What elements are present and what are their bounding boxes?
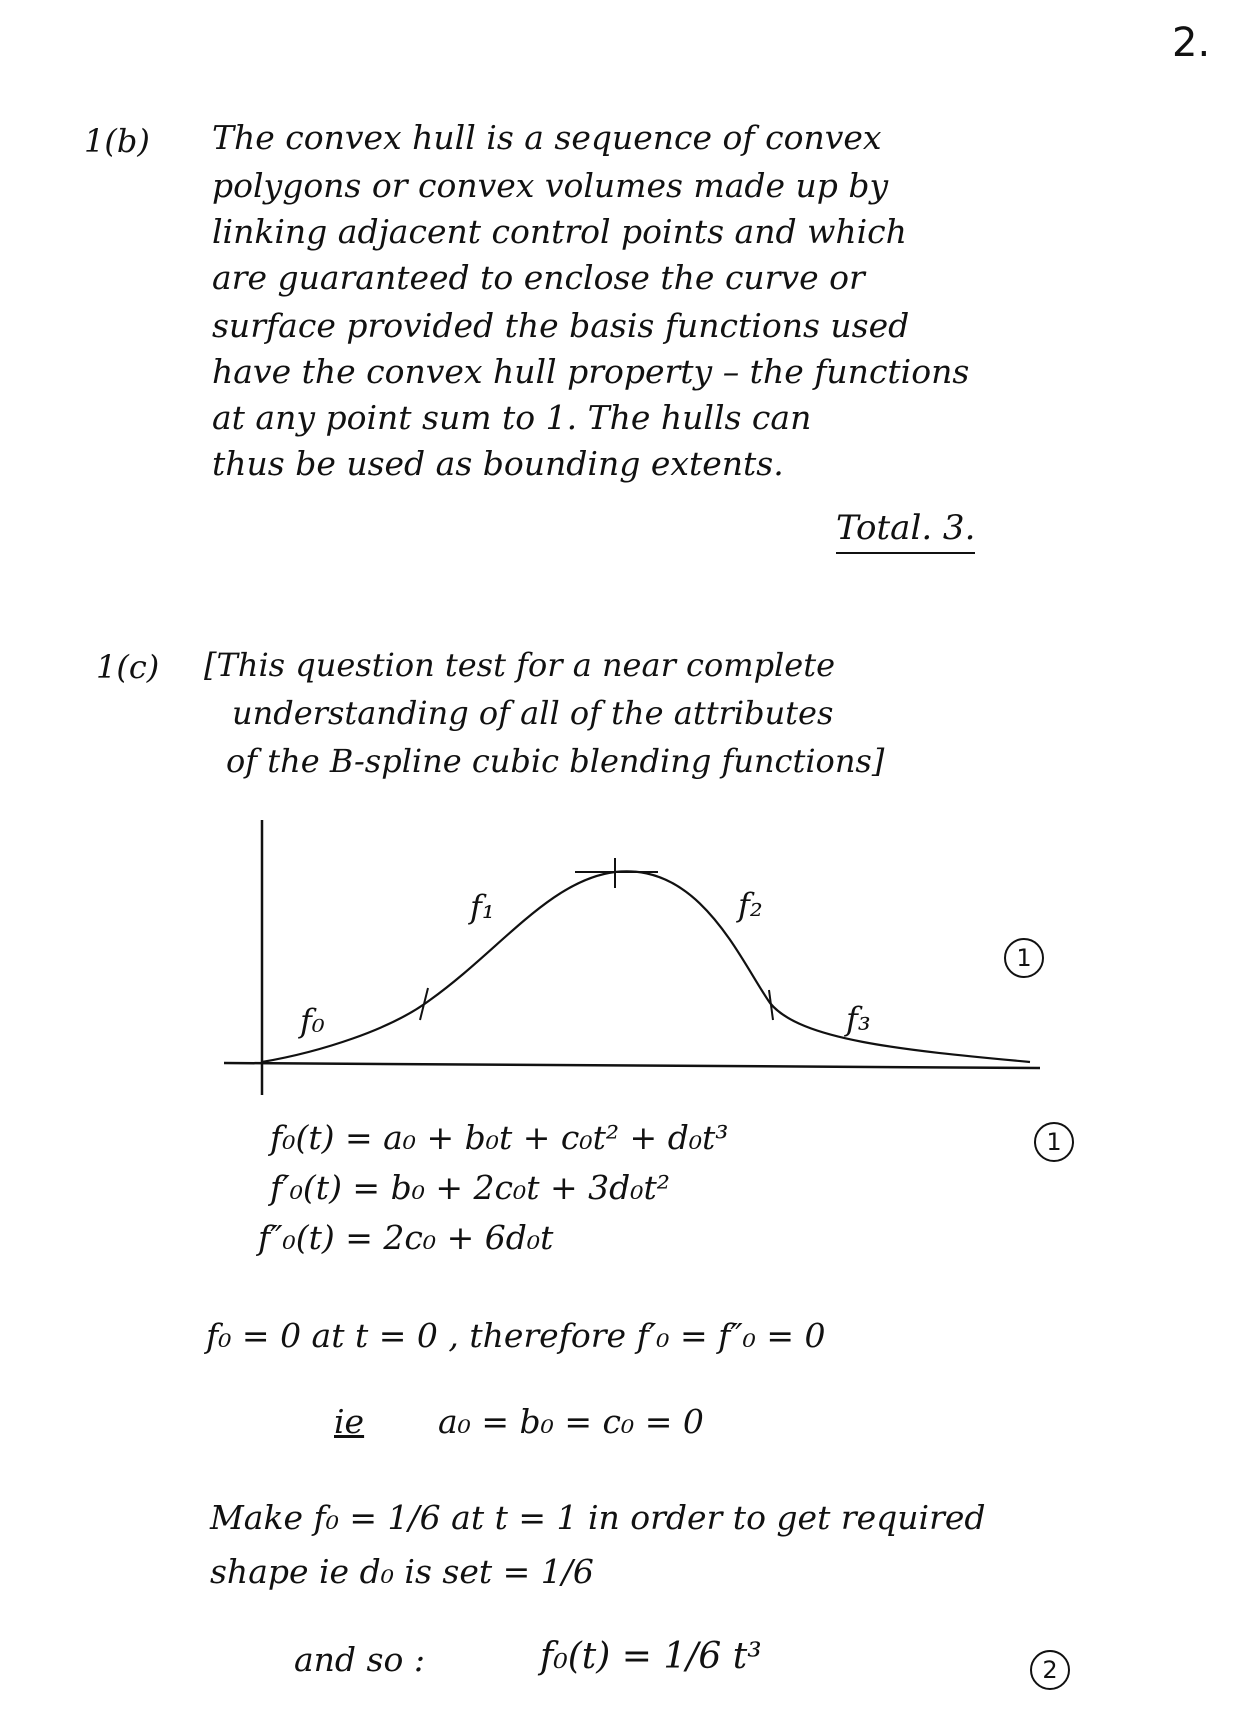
answer-line: surface provided the basis functions used [212, 306, 910, 345]
blending-curve [262, 871, 1030, 1062]
make-line: shape ie d₀ is set = 1/6 [210, 1552, 594, 1591]
note-line: [This question test for a near complete [204, 646, 836, 684]
curve-label-f0: f₀ [300, 1002, 325, 1040]
answer-line: linking adjacent control points and which [212, 212, 907, 251]
result-equation: f₀(t) = 1/6 t³ [540, 1636, 762, 1677]
result-prefix: and so : [294, 1640, 425, 1679]
make-line: Make f₀ = 1/6 at t = 1 in order to get required [210, 1498, 986, 1537]
curve-label-f2: f₂ [738, 886, 763, 924]
page-number: 2. [1172, 20, 1211, 66]
total-marks: Total. 3. [836, 508, 975, 554]
curve-label-f3: f₃ [846, 1000, 871, 1038]
curve-label-f1: f₁ [470, 888, 495, 926]
x-axis [224, 1063, 1040, 1068]
mark-circle: 1 [1004, 938, 1044, 978]
coefficients-zero: a₀ = b₀ = c₀ = 0 [438, 1402, 704, 1441]
equation-f0-second-derivative: f″₀(t) = 2c₀ + 6d₀t [258, 1218, 554, 1257]
boundary-condition: f₀ = 0 at t = 0 , therefore f′₀ = f″₀ = 0 [206, 1316, 826, 1355]
mark-circle: 1 [1034, 1122, 1074, 1162]
equation-f0-first-derivative: f′₀(t) = b₀ + 2c₀t + 3d₀t² [270, 1168, 670, 1207]
knot-tick [420, 988, 428, 1020]
answer-line: are guaranteed to enclose the curve or [212, 258, 865, 297]
ie-abbrev: ie [334, 1402, 365, 1441]
question-label-1c: 1(c) [96, 648, 160, 686]
answer-line: polygons or convex volumes made up by [212, 166, 889, 205]
answer-line: The convex hull is a sequence of convex [212, 118, 882, 157]
answer-line: have the convex hull property – the functions [212, 352, 970, 391]
question-label-1b: 1(b) [84, 122, 150, 160]
note-line: understanding of all of the attributes [232, 694, 834, 732]
note-line: of the B-spline cubic blending functions] [226, 742, 885, 780]
answer-line: at any point sum to 1. The hulls can [212, 398, 812, 437]
equation-f0: f₀(t) = a₀ + b₀t + c₀t² + d₀t³ [270, 1118, 729, 1157]
mark-circle: 2 [1030, 1650, 1070, 1690]
answer-line: thus be used as bounding extents. [212, 444, 784, 483]
